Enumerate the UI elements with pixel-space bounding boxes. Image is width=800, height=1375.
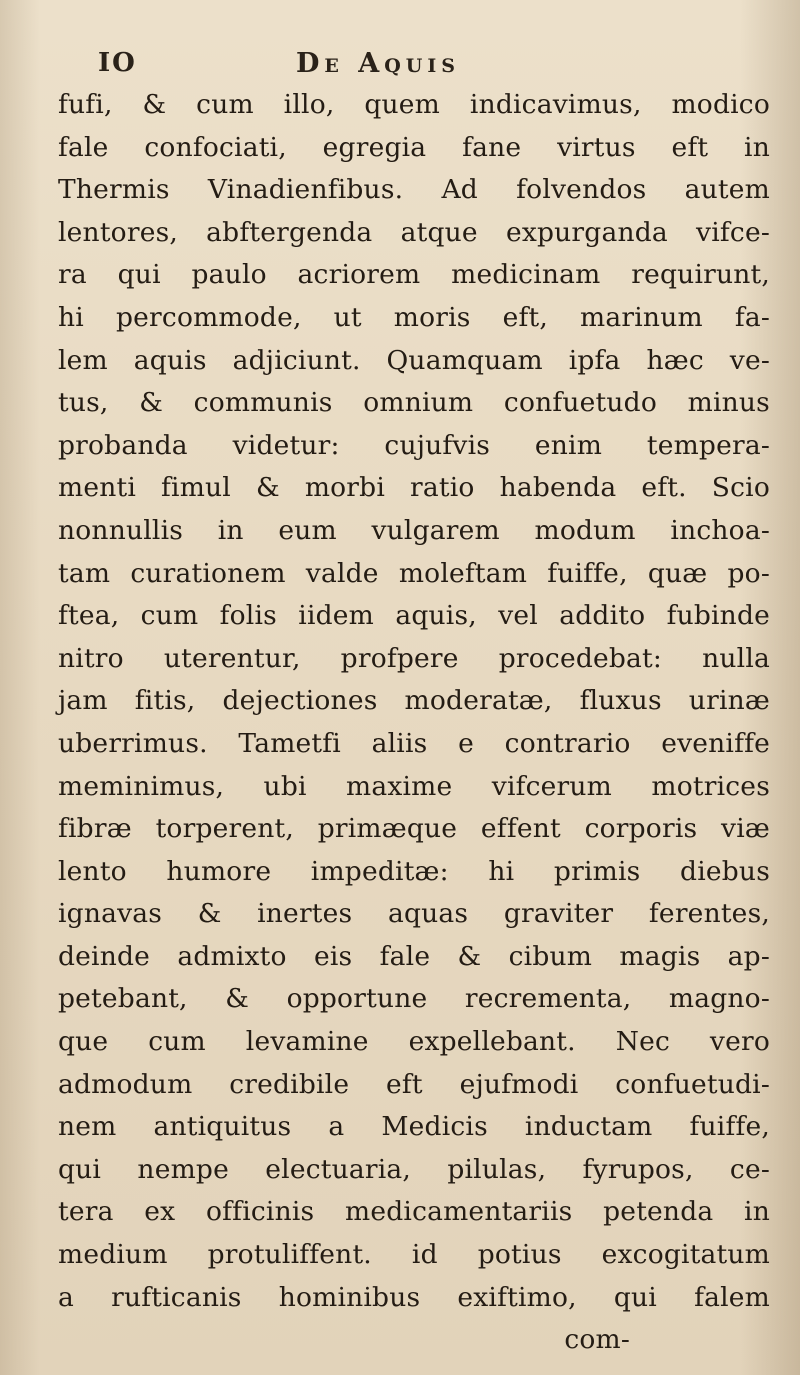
text-line: que cum levamine expellebant. Nec vero xyxy=(58,1026,770,1058)
text-line: lentores, abftergenda atque expurganda vifce- xyxy=(58,216,770,248)
text-line: tam curationem valde moleftam fuiffe, quæ po- xyxy=(58,557,770,589)
text-line: ftea, cum folis iidem aquis, vel addito fubinde xyxy=(58,600,770,632)
text-line: petebant, & opportune recrementa, magno- xyxy=(58,983,770,1015)
text-line: nitro uterentur, profpere procedebat: nulla xyxy=(58,642,770,674)
text-line: ra qui paulo acriorem medicinam requirunt, xyxy=(58,259,770,291)
text-line: tera ex officinis medicamentariis petenda in xyxy=(58,1196,770,1228)
text-line: Thermis Vinadienfibus. Ad folvendos autem xyxy=(58,174,770,206)
text-line: medium protuliffent. id potius excogitatum xyxy=(58,1239,770,1271)
body-text xyxy=(58,84,770,1362)
running-head xyxy=(0,48,800,88)
page-number: IO xyxy=(98,48,137,78)
text-line: hi percommode, ut moris eft, marinum fa- xyxy=(58,301,770,333)
text-line: admodum credibile eft ejufmodi confuetudi- xyxy=(58,1068,770,1100)
text-line: a rufticanis hominibus exiftimo, qui falem xyxy=(58,1281,770,1313)
text-line: nonnullis in eum vulgarem modum inchoa- xyxy=(58,514,770,546)
text-line: qui nempe electuaria, pilulas, fyrupos, ce- xyxy=(58,1153,770,1185)
text-line: fufi, & cum illo, quem indicavimus, modico xyxy=(58,89,770,120)
text-line: probanda videtur: cujufvis enim tempera- xyxy=(58,429,770,461)
text-line: menti fimul & morbi ratio habenda eft. Scio xyxy=(58,472,770,504)
text-line: nem antiquitus a Medicis inductam fuiffe, xyxy=(58,1111,770,1143)
text-line: deinde admixto eis fale & cibum magis ap- xyxy=(58,940,770,972)
text-line: fale confociati, egregia fane virtus eft in xyxy=(58,131,770,163)
text-line: tus, & communis omnium confuetudo minus xyxy=(58,387,770,419)
text-line: ignavas & inertes aquas graviter ferentes, xyxy=(58,898,770,930)
running-title: De Aquis xyxy=(296,48,460,79)
text-line: meminimus, ubi maxime vifcerum motrices xyxy=(58,770,770,802)
text-line: fibræ torperent, primæque effent corporis viæ xyxy=(58,813,770,845)
text-line: jam fitis, dejectiones moderatæ, fluxus urinæ xyxy=(58,685,770,717)
text-line: lento humore impeditæ: hi primis diebus xyxy=(58,855,770,887)
catchword: com- xyxy=(564,1324,630,1356)
text-line: uberrimus. Tametfi aliis e contrario eveniffe xyxy=(58,727,770,759)
text-line: lem aquis adjiciunt. Quamquam ipfa hæc ve- xyxy=(58,344,770,376)
